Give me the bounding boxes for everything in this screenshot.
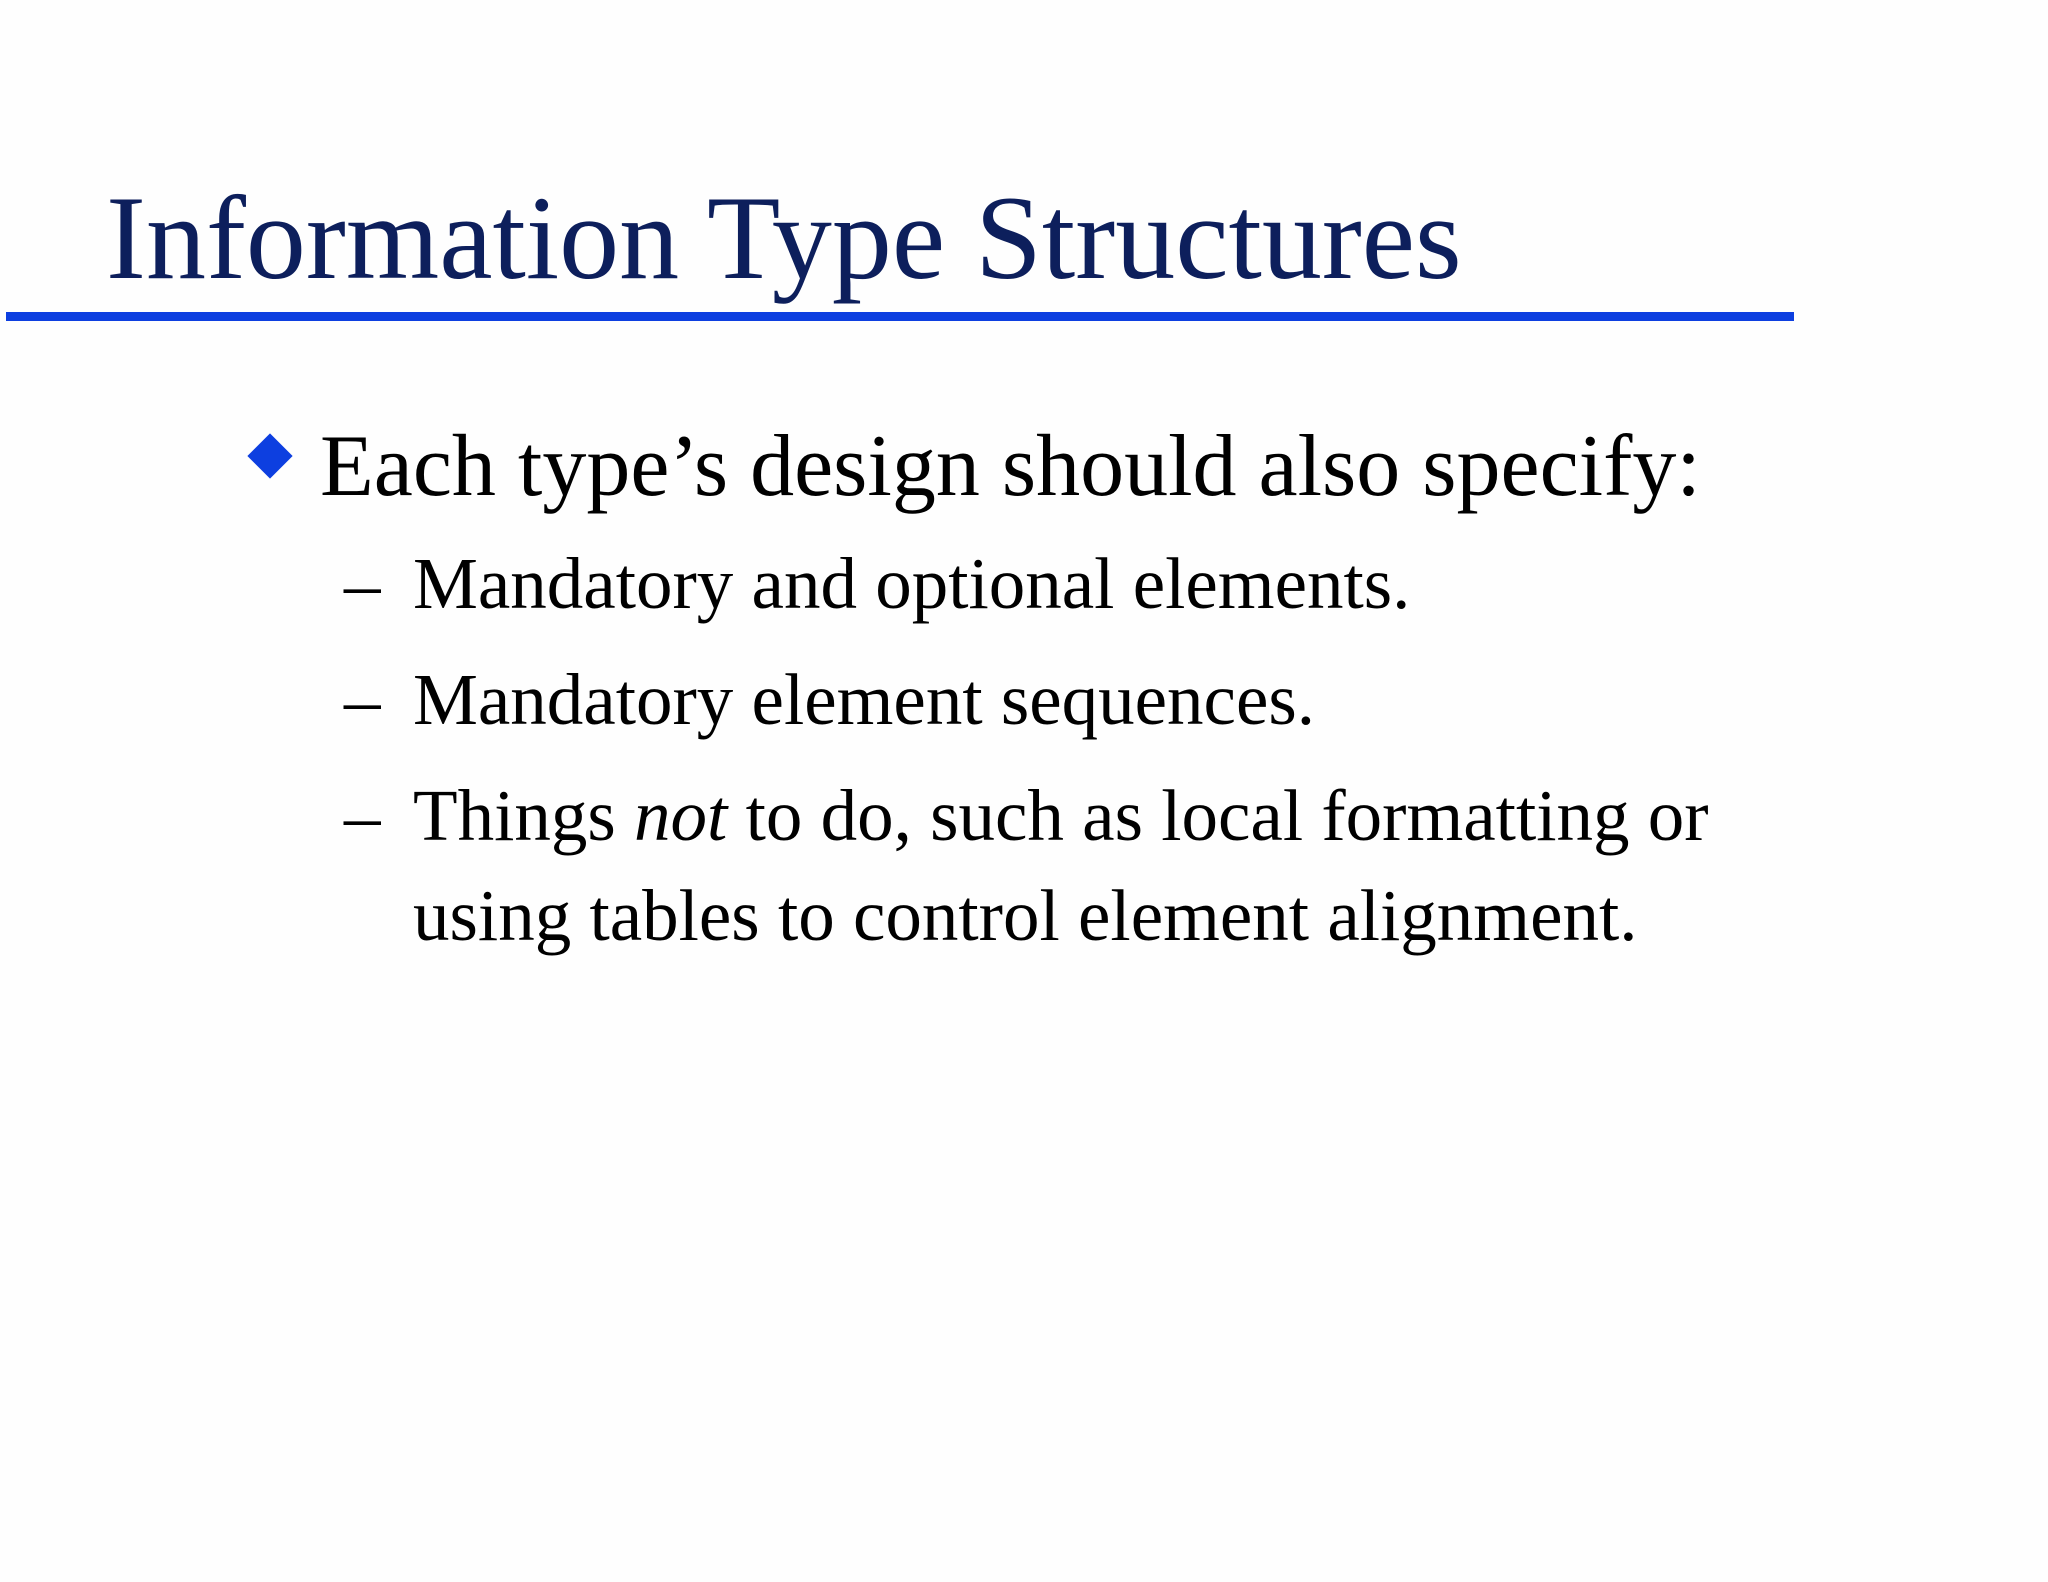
dash-marker: –: [344, 659, 381, 740]
sub-item-text: Mandatory and optional elements.: [413, 543, 1411, 624]
emphasis-text: not: [634, 775, 728, 856]
sub-item-text-continuation: using tables to control element alignment.: [413, 875, 1638, 956]
diamond-bullet-icon: [247, 433, 292, 478]
dash-marker: –: [344, 775, 381, 856]
title-underline: [6, 312, 1794, 321]
bullet-text: Each type’s design should also specify:: [320, 418, 1701, 515]
sub-item-text-start: Things: [413, 775, 635, 856]
sub-item-text: [413, 764, 1709, 868]
sub-item-text-end: to do, such as local formatting or: [727, 775, 1709, 856]
slide-title: Information Type Structures: [106, 171, 1462, 304]
sub-item-text: Mandatory element sequences.: [413, 659, 1316, 740]
dash-marker: –: [344, 543, 381, 624]
